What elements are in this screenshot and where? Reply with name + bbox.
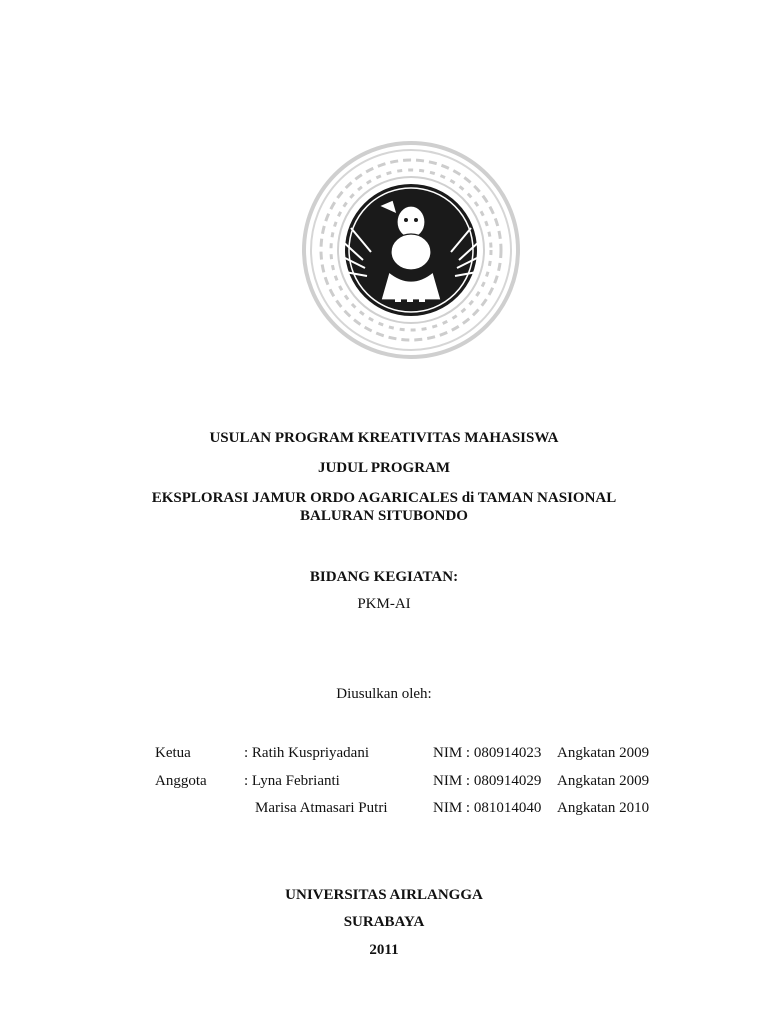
program-title-line1: EKSPLORASI JAMUR ORDO AGARICALES di TAMAN NASIONAL (151, 490, 617, 506)
field-label: BIDANG KEGIATAN: (309, 569, 459, 585)
proposal-heading: USULAN PROGRAM KREATIVITAS MAHASISWA (209, 430, 559, 446)
program-label: JUDUL PROGRAM (317, 460, 451, 476)
team-name: Marisa Atmasari Putri (255, 800, 388, 816)
team-nim: NIM : 080914023 (433, 745, 542, 761)
team-year: Angkatan 2009 (557, 773, 650, 789)
university-seal-icon (301, 140, 521, 360)
team-year: Angkatan 2010 (557, 800, 650, 816)
program-title-line2: BALURAN SITUBONDO (300, 508, 468, 524)
team-role: Ketua (155, 745, 191, 761)
proposed-by-label: Diusulkan oleh: (336, 686, 432, 702)
university-name: UNIVERSITAS AIRLANGGA (285, 887, 483, 903)
team-nim: NIM : 081014040 (433, 800, 542, 816)
document-year: 2011 (369, 942, 399, 958)
team-role: Anggota (155, 773, 207, 789)
team-name: : Lyna Febrianti (244, 773, 340, 789)
city-name: SURABAYA (343, 914, 425, 930)
team-nim: NIM : 080914029 (433, 773, 542, 789)
team-year: Angkatan 2009 (557, 745, 650, 761)
field-value: PKM-AI (357, 596, 411, 612)
team-name: : Ratih Kuspriyadani (244, 745, 369, 761)
